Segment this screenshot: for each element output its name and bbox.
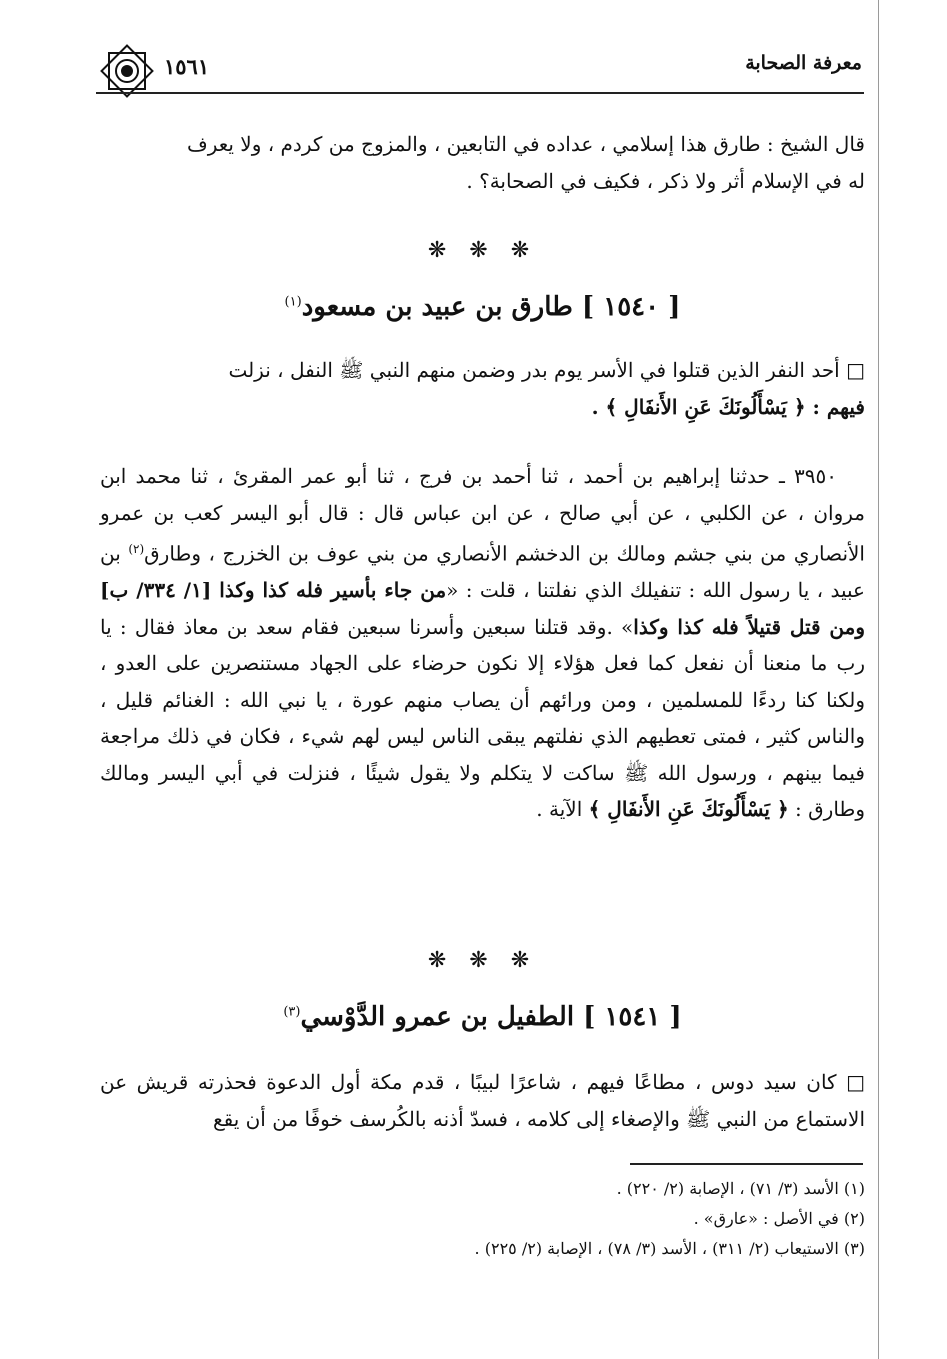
entry-title-text: [ ١٥٤١ ] الطفيل بن عمرو الدَّوْسي <box>300 1002 682 1032</box>
footnote-item: (٢) في الأصل : «عارق» . <box>693 1209 865 1228</box>
prophet-quote: من جاء بأسير فله كذا وكذا [١/ ٣٣٤/ ب] ومن قتل قتيلاً فله كذا وكذا <box>100 578 865 639</box>
section-separator: ❋ ❋ ❋ <box>427 238 538 263</box>
entry-title-1541 <box>100 1002 865 1032</box>
footnote-rule <box>630 1163 863 1165</box>
entry-title-1540 <box>100 292 865 322</box>
book-title: معرفة الصحابة <box>745 52 862 74</box>
footnote-item: (٣) الاستيعاب (٢/ ٣١١) ، الأسد (٣/ ٧٨) ، الإصابة (٢/ ٢٢٥) . <box>474 1239 865 1258</box>
header-rule <box>96 92 864 94</box>
intro-paragraph <box>100 126 865 199</box>
text-line: □ أحد النفر الذين قتلوا في الأسر يوم بدر وضمن منهم النبي ﷺ النفل ، نزلت <box>228 358 865 382</box>
text-line: له في الإسلام أثر ولا ذكر ، فكيف في الصحابة؟ . <box>466 168 865 193</box>
hadith-text-part: ٣٩٥٠ ـ حدثنا إبراهيم بن أحمد ، ثنا أحمد بن فرج ، ثنا أبو عمر المقرئ ، ثنا محمد ابن مروان ، عن الكلبي ، عن أبي صالح ، عن ابن عباس قال : قال أبو اليسر كعب بن عمرو الأنصاري من بني جشم ومالك بن الدخشم الأنصاري من بني عوف بن الخزرج ، وطارق <box>100 464 865 566</box>
text-line: قال الشيخ : طارق هذا إسلامي ، عداده في التابعين ، والمزوج من كردم ، ولا يعرف <box>186 132 865 156</box>
hadith-text-part: » .وقد قتلنا سبعين وأسرنا سبعين فقام سعد بن معاذ فقال : يا رب ما منعنا أن نفعل كما فعل هؤلاء إلا نكون حرضاء على الجهاد مستنصرين على العدو ، ولكنا كنا ردءًا للمسلمين ، ومن ورائهم أن يصاب منهم عورة ، يا نبي الله : الغنائم قليل ، والناس كثير ، فمتى تعطيهم الذي نفلتهم يبقى الناس ليس لهم شيء ، فكان في ذلك مراجعة فيما بينهم ، ورسول الله ﷺ ساكت لا يتكلم ولا يقول شيئًا ، فنزلت في أبي اليسر ومالك وطارق : <box>100 614 865 822</box>
hadith-3950 <box>100 458 865 828</box>
footnote-ref: (٢) <box>128 542 145 556</box>
entry-1540-summary <box>100 352 865 425</box>
footnote-item: (١) الأسد (٣/ ٧١) ، الإصابة (٢/ ٢٢٠) . <box>616 1179 865 1198</box>
entry-title-text: [ ١٥٤٠ ] طارق بن عبيد بن مسعود <box>301 292 681 322</box>
page-edge-line <box>878 0 879 1359</box>
text-line: فيهم : ﴿ يَسْأَلُونَكَ عَنِ الأَنفَالِ ﴾ . <box>591 394 865 419</box>
footnotes <box>100 1174 865 1264</box>
footnote-ref: (٣) <box>283 1004 301 1020</box>
entry-1541-summary <box>100 1064 865 1137</box>
footnote-ref: (١) <box>284 294 302 310</box>
page-header <box>96 48 862 92</box>
quran-verse: ﴿ يَسْأَلُونَكَ عَنِ الأَنفَالِ ﴾ <box>588 797 789 822</box>
hadith-text-part: بن عبيد ، يا رسول الله : تنفيلك الذي نفلتنا ، قلت : « <box>100 541 865 603</box>
text-line: □ كان سيد دوس ، مطاعًا فيهم ، شاعرًا لبيبًا ، قدم مكة أول الدعوة فحذرته قريش عن الاستماع من النبي ﷺ والإصغاء إلى كلامه ، فسدّ أذنه بالكُرسف خوفًا من أن يقع <box>100 1070 865 1131</box>
section-separator: ❋ ❋ ❋ <box>427 948 538 973</box>
hadith-text-part: الآية . <box>536 797 589 822</box>
page-number: ١٥٦١ <box>164 54 210 79</box>
hadith-text <box>100 458 865 828</box>
